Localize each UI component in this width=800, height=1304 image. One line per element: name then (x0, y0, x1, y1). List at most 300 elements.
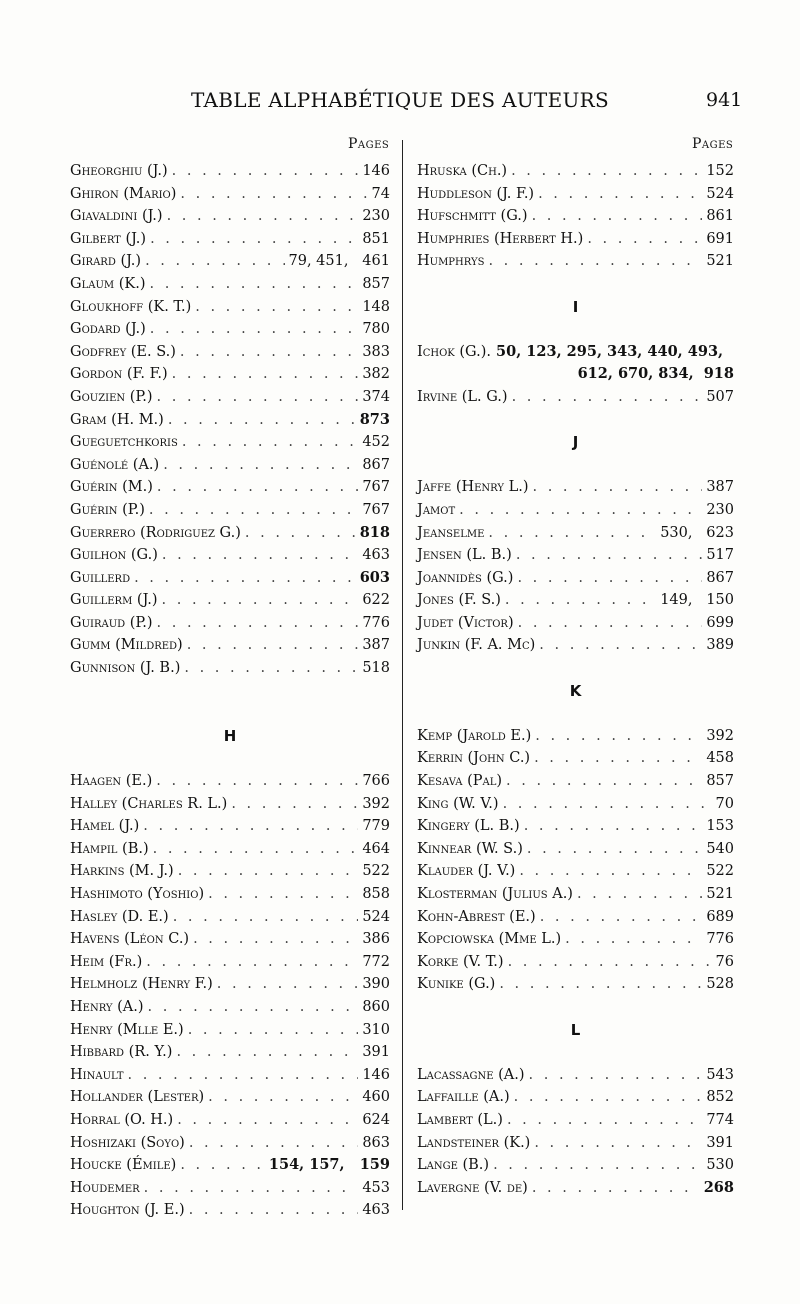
author-name: Gilbert (J.) (70, 230, 147, 247)
dot-leader (524, 815, 703, 838)
dot-leader (535, 725, 702, 748)
page-refs: 453 (362, 1179, 390, 1196)
index-entry (70, 160, 390, 183)
index-entry (70, 1064, 390, 1087)
dot-leader (193, 928, 358, 951)
author-name: Giavaldini (J.) (70, 208, 163, 225)
dot-leader (217, 973, 359, 996)
dot-leader (231, 793, 358, 816)
dot-leader (499, 973, 702, 996)
index-entry (417, 205, 734, 228)
index-entry (70, 973, 390, 996)
page-refs: 152 (706, 163, 734, 179)
index-entry (70, 860, 390, 883)
page-refs: 392 (362, 795, 390, 812)
author-name: Guerrero (Rodriguez G.) (70, 524, 241, 541)
dot-leader (173, 906, 359, 929)
index-entry (70, 1154, 390, 1177)
author-name: Kohn-Abrest (E.) (417, 908, 536, 925)
author-name: Jones (F. S.) (417, 592, 501, 609)
index-entry (70, 476, 390, 499)
author-name: Laffaille (A.) (417, 1089, 510, 1106)
dot-leader (143, 815, 358, 838)
index-entry (417, 544, 734, 567)
dot-leader (167, 205, 359, 228)
index-entry (70, 341, 390, 364)
page-refs: 74 (371, 185, 390, 202)
author-name: Lavergne (V. de) (417, 1179, 528, 1196)
page-refs: 603 (359, 568, 390, 586)
dot-leader (168, 409, 356, 432)
index-entry (70, 1019, 390, 1042)
author-name: Hibbard (R. Y.) (70, 1044, 173, 1061)
index-entry (417, 770, 734, 793)
index-entry (70, 228, 390, 251)
dot-leader (511, 160, 702, 183)
author-name: Hasley (D. E.) (70, 908, 169, 925)
spacer (417, 454, 734, 477)
author-name: Kunike (G.) (417, 976, 496, 993)
page-refs: 387 (362, 637, 390, 654)
page-refs: 458 (706, 750, 734, 767)
author-name: Kesava (Pal) (417, 773, 503, 790)
page-refs: 154, 157, (268, 1156, 345, 1174)
dot-leader (187, 634, 359, 657)
index-entry (417, 906, 734, 929)
index-entry (417, 973, 734, 996)
dot-leader (172, 363, 359, 386)
index-entry (70, 386, 390, 409)
dot-leader (488, 250, 702, 273)
page-refs: 507 (706, 388, 734, 405)
page-refs-last: 918 (693, 365, 734, 383)
author-name: Houcke (Émile) (70, 1157, 177, 1174)
author-name: Hinault (70, 1066, 124, 1083)
index-entry-continuation (417, 363, 734, 386)
page-refs: 70 (715, 795, 734, 812)
index-entry (417, 1132, 734, 1155)
index-entry (70, 1041, 390, 1064)
author-name: Gueguetchkoris (70, 434, 178, 451)
index-entry (70, 250, 390, 273)
page-refs: 149, (660, 592, 693, 609)
page-refs: 460 (362, 1089, 390, 1106)
author-name: Landsteiner (K.) (417, 1134, 531, 1151)
page-refs: 774 (706, 1111, 734, 1128)
dot-leader (195, 296, 358, 319)
dot-leader (189, 1199, 359, 1222)
index-entry (70, 431, 390, 454)
page-refs: 524 (362, 908, 390, 925)
page-refs-last: 623 (692, 524, 734, 541)
page-refs: 464 (362, 840, 390, 857)
author-name: Humphrys (417, 253, 485, 270)
dot-leader (162, 589, 359, 612)
dot-leader (534, 1132, 702, 1155)
left-column (70, 160, 390, 1222)
section-letter: I (572, 297, 579, 316)
author-name: Hollander (Lester) (70, 1089, 205, 1106)
page-refs: 863 (362, 1134, 390, 1151)
author-name: Gouzien (P.) (70, 388, 153, 405)
author-name: Klosterman (Julius A.) (417, 886, 573, 902)
index-entry (417, 793, 734, 816)
dot-leader (146, 951, 358, 974)
author-name: Guérin (P.) (70, 501, 145, 518)
dot-leader (184, 657, 358, 680)
spacer (417, 318, 734, 341)
dot-leader (163, 454, 358, 477)
page-refs-last: 159 (344, 1156, 390, 1174)
page-refs: 530, (660, 524, 693, 541)
page-refs: 624 (362, 1111, 390, 1128)
dot-leader (150, 318, 359, 341)
author-name: Jeanselme (417, 524, 485, 541)
author-name: Korke (V. T.) (417, 953, 504, 970)
author-name: Huddleson (J. F.) (417, 185, 535, 202)
dot-leader (182, 431, 359, 454)
author-name: Kemp (Jarold E.) (417, 727, 532, 744)
author-name: Haagen (E.) (70, 773, 153, 790)
page-refs: 452 (362, 434, 390, 451)
author-name: Helmholz (Henry F.) (70, 976, 213, 993)
page-refs: 522 (706, 863, 734, 880)
page-refs: 867 (706, 569, 734, 586)
page-refs: 76 (715, 953, 734, 970)
page-refs: 524 (706, 185, 734, 202)
index-entry (417, 250, 734, 273)
author-name: Guérin (M.) (70, 479, 153, 496)
page-refs: 518 (362, 660, 390, 677)
dot-leader (189, 1132, 359, 1155)
page-refs: 463 (362, 1202, 390, 1219)
dot-leader (507, 1109, 702, 1132)
index-entry (417, 725, 734, 748)
dot-leader (148, 996, 359, 1019)
author-name: Klauder (J. V.) (417, 863, 516, 880)
index-entry (70, 634, 390, 657)
dot-leader (512, 386, 703, 409)
author-name: Hamel (J.) (70, 818, 140, 835)
spacer (417, 273, 734, 296)
page-refs: 522 (362, 863, 390, 880)
section-letter: J (572, 433, 579, 452)
page-refs: 463 (362, 547, 390, 564)
dot-leader (176, 1041, 358, 1064)
author-name: Ichok (G.). (417, 343, 491, 360)
dot-leader (157, 386, 359, 409)
index-entry (417, 838, 734, 861)
index-entry (417, 160, 734, 183)
page-refs: 310 (362, 1021, 390, 1038)
spacer (417, 702, 734, 725)
dot-leader (150, 228, 358, 251)
spacer (417, 409, 734, 432)
page-refs: 146 (362, 163, 390, 179)
dot-leader (145, 250, 284, 273)
column-divider (402, 140, 403, 1210)
page-refs: 857 (362, 275, 390, 292)
author-name: Guiraud (P.) (70, 614, 153, 631)
dot-leader (534, 747, 702, 770)
author-name: Jamot (417, 501, 456, 518)
page-refs: 689 (706, 908, 734, 925)
index-entry (417, 747, 734, 770)
index-entry (70, 612, 390, 635)
dot-leader (180, 1154, 265, 1177)
page-refs: 852 (706, 1089, 734, 1106)
author-name: Lange (B.) (417, 1157, 490, 1174)
index-entry (70, 318, 390, 341)
author-name: Guénolé (A.) (70, 456, 160, 473)
index-entry (70, 815, 390, 838)
index-entry (70, 838, 390, 861)
index-entry (70, 951, 390, 974)
index-entry (417, 815, 734, 838)
page-refs: 148 (362, 298, 390, 315)
page-refs: 528 (706, 976, 734, 993)
page-title: TABLE ALPHABÉTIQUE DES AUTEURS (191, 88, 609, 112)
dot-leader (188, 1019, 359, 1042)
index-entry (70, 522, 390, 545)
author-name: Guilhon (G.) (70, 547, 158, 564)
author-name: Gordon (F. F.) (70, 366, 168, 383)
author-name: Jaffe (Henry L.) (417, 479, 529, 496)
author-name: Kingery (L. B.) (417, 818, 520, 835)
dot-leader (587, 228, 702, 251)
page-refs: 153 (706, 818, 734, 835)
author-name: Junkin (F. A. Mc) (417, 637, 536, 654)
index-entry (70, 1199, 390, 1222)
index-entry (417, 1177, 734, 1200)
page-refs: 858 (362, 886, 390, 902)
page-refs: 386 (362, 931, 390, 948)
index-entry (70, 567, 390, 590)
page-refs: 382 (362, 366, 390, 383)
page-refs-last: 150 (692, 592, 734, 609)
page-refs: 517 (706, 547, 734, 564)
page-refs: 699 (706, 614, 734, 631)
index-entry (417, 386, 734, 409)
author-name: Irvine (L. G.) (417, 388, 508, 405)
dot-leader (177, 1109, 358, 1132)
index-entry (417, 567, 734, 590)
index-entry (70, 793, 390, 816)
page-refs: 772 (362, 953, 390, 970)
index-entry (417, 883, 734, 906)
author-name: Guillerm (J.) (70, 592, 158, 609)
index-entry (70, 1132, 390, 1155)
author-name: Hampil (B.) (70, 840, 149, 857)
dot-leader (519, 860, 702, 883)
page-refs: 391 (706, 1134, 734, 1151)
dot-leader (180, 183, 367, 206)
index-entry (417, 341, 734, 364)
page-refs: 389 (706, 637, 734, 654)
index-entry (417, 499, 734, 522)
page-refs: 867 (362, 456, 390, 473)
author-name: Havens (Léon C.) (70, 931, 190, 948)
author-name: Hruska (Ch.) (417, 163, 508, 179)
page-refs: 146 (362, 1066, 390, 1083)
dot-leader (208, 883, 358, 906)
page-refs: 390 (362, 976, 390, 993)
author-name: Lacassagne (A.) (417, 1066, 525, 1083)
author-name: Gheorghiu (J.) (70, 163, 168, 179)
page-refs: 383 (362, 343, 390, 360)
dot-leader (245, 522, 356, 545)
index-entry (417, 860, 734, 883)
author-name: Kerrin (John C.) (417, 750, 531, 767)
dot-leader (505, 589, 656, 612)
author-name: Ghiron (Mario) (70, 185, 177, 202)
index-entry (417, 1064, 734, 1087)
page-refs: 691 (706, 230, 734, 247)
dot-leader (532, 1177, 700, 1200)
author-name: Kopciowska (Mme L.) (417, 931, 562, 948)
author-name: King (W. V.) (417, 795, 499, 812)
index-entry (417, 612, 734, 635)
author-name: Gram (H. M.) (70, 411, 164, 428)
dot-leader (144, 1177, 359, 1200)
index-entry (70, 183, 390, 206)
author-name: Godard (J.) (70, 321, 146, 338)
author-name: Gumm (Mildred) (70, 637, 183, 654)
index-entry (417, 928, 734, 951)
page-refs: 767 (362, 479, 390, 496)
dot-leader (149, 273, 358, 296)
index-entry (70, 928, 390, 951)
dot-leader (157, 476, 358, 499)
author-name: Harkins (M. J.) (70, 863, 174, 880)
page-refs: 779 (362, 818, 390, 835)
page-refs: 851 (362, 230, 390, 247)
page-refs: 50, 123, 295, 343, 440, 493, (490, 342, 724, 360)
spacer (70, 702, 390, 725)
author-name: Henry (A.) (70, 998, 144, 1015)
dot-leader (517, 567, 702, 590)
author-name: Houghton (J. E.) (70, 1202, 185, 1219)
author-name: Glaum (K.) (70, 275, 146, 292)
index-entry (417, 1086, 734, 1109)
dot-leader (180, 341, 358, 364)
author-name: Henry (Mlle E.) (70, 1021, 184, 1038)
pages-heading-left: Pages (348, 136, 390, 152)
index-entry (417, 1154, 734, 1177)
index-entry (70, 1177, 390, 1200)
spacer (417, 657, 734, 680)
dot-leader (162, 544, 358, 567)
page-refs: 818 (359, 523, 390, 541)
dot-leader (208, 1086, 358, 1109)
author-name: Guillerd (70, 569, 131, 586)
index-entry (70, 205, 390, 228)
author-name: Godfrey (E. S.) (70, 343, 176, 360)
page-refs: 521 (706, 253, 734, 270)
index-entry (70, 1086, 390, 1109)
dot-leader (529, 1064, 703, 1087)
page-refs: 857 (706, 773, 734, 790)
index-entry (70, 363, 390, 386)
dot-leader (172, 160, 359, 183)
dot-leader (503, 793, 712, 816)
page-refs: 374 (362, 388, 390, 405)
author-name: Kinnear (W. S.) (417, 840, 523, 857)
index-entry (70, 996, 390, 1019)
author-name: Gunnison (J. B.) (70, 660, 181, 677)
page-refs: 391 (362, 1044, 390, 1061)
page-refs: 79, 451, (288, 253, 349, 270)
author-name: Judet (Victor) (417, 614, 514, 631)
page-refs: 530 (706, 1157, 734, 1174)
index-entry (70, 296, 390, 319)
page-refs: 230 (362, 208, 390, 225)
index-entry (70, 1109, 390, 1132)
dot-leader (533, 476, 703, 499)
page-refs: 873 (359, 410, 390, 428)
dot-leader (527, 838, 702, 861)
index-entry (70, 770, 390, 793)
page-refs: 776 (706, 931, 734, 948)
page-refs: 766 (362, 773, 390, 790)
page-refs: 861 (706, 208, 734, 225)
index-entry (70, 657, 390, 680)
page-refs: 860 (362, 998, 390, 1015)
author-name: Heim (Fr.) (70, 953, 143, 970)
dot-leader (134, 567, 356, 590)
index-entry (417, 1109, 734, 1132)
author-name: Humphries (Herbert H.) (417, 230, 584, 247)
dot-leader (128, 1064, 359, 1087)
section-letter: K (569, 681, 582, 700)
dot-leader (157, 612, 359, 635)
page-refs-last: 461 (348, 253, 390, 270)
dot-leader (488, 522, 656, 545)
page-refs: 521 (706, 886, 734, 902)
page-refs: 543 (706, 1066, 734, 1083)
page-number: 941 (706, 89, 743, 111)
page-refs: 230 (706, 501, 734, 518)
page-refs: 387 (706, 479, 734, 496)
page-refs: 767 (362, 501, 390, 518)
author-name: Girard (J.) (70, 253, 142, 270)
page-refs: 268 (703, 1178, 734, 1196)
dot-leader (532, 205, 703, 228)
dot-leader (577, 883, 702, 906)
author-name: Hoshizaki (Soyo) (70, 1134, 185, 1151)
index-entry (70, 544, 390, 567)
author-name: Horral (O. H.) (70, 1111, 174, 1128)
page-refs: 612, 670, 834, (577, 365, 694, 383)
dot-leader (516, 544, 703, 567)
section-letter: H (223, 726, 237, 745)
index-entry (417, 476, 734, 499)
dot-leader (540, 906, 703, 929)
page-refs: 622 (362, 592, 390, 609)
page-refs: 540 (706, 840, 734, 857)
dot-leader (518, 612, 703, 635)
author-name: Hufschmitt (G.) (417, 208, 528, 225)
index-entry (417, 589, 734, 612)
right-column (417, 160, 734, 1199)
index-entry (70, 499, 390, 522)
dot-leader (506, 770, 702, 793)
spacer (70, 680, 390, 703)
dot-leader (514, 1086, 703, 1109)
dot-leader (493, 1154, 702, 1177)
dot-leader (565, 928, 702, 951)
author-name: Jensen (L. B.) (417, 547, 512, 564)
